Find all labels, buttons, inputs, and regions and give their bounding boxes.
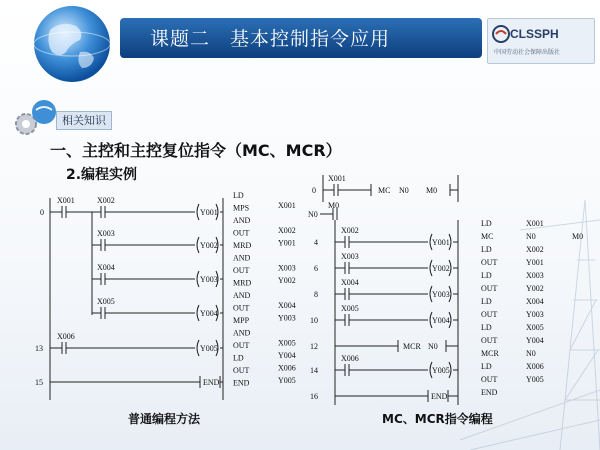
- instruction-operand: X004: [278, 301, 296, 310]
- step-number: 6: [314, 264, 318, 273]
- instruction-opcode: MPS: [233, 203, 250, 213]
- instruction-operand: X006: [278, 363, 296, 373]
- instruction-opcode: LD: [481, 245, 492, 254]
- publisher-logo-icon: [491, 24, 511, 44]
- instruction-operand: Y003: [278, 313, 296, 323]
- instruction-operand: X003: [278, 263, 296, 273]
- globe-icon: [0, 0, 110, 95]
- coil-label: Y002: [200, 241, 218, 250]
- coil-label: Y001: [432, 238, 450, 247]
- instruction-operand: M0: [572, 232, 584, 241]
- section-subheading: 2.编程实例: [66, 167, 138, 183]
- coil-label: Y005: [200, 344, 218, 353]
- instruction-opcode: AND: [233, 253, 251, 263]
- instruction-operand: Y005: [526, 375, 544, 384]
- instruction-opcode: OUT: [233, 366, 250, 375]
- publisher-logo-subtext: 中国劳动社会保障出版社: [494, 49, 561, 56]
- coil-label: Y005: [432, 366, 450, 375]
- contact-label: X006: [57, 332, 75, 341]
- instruction-opcode: LD: [233, 191, 244, 200]
- coil-label: Y003: [432, 290, 450, 299]
- step-number: 14: [310, 366, 318, 375]
- contact-label: X004: [341, 278, 359, 287]
- left-instruction-list: [233, 191, 296, 388]
- right-ladder-diagram: [298, 170, 598, 410]
- instruction-opcode: MRD: [233, 278, 252, 288]
- left-ladder-diagram: [30, 190, 320, 420]
- contact-label: X003: [97, 229, 115, 238]
- instruction-opcode: OUT: [233, 266, 250, 275]
- instruction-opcode: AND: [233, 291, 251, 300]
- instruction-operand: Y002: [278, 276, 296, 285]
- instruction-opcode: MRD: [233, 241, 252, 250]
- step-number: 15: [35, 378, 43, 387]
- instruction-operand: X004: [526, 297, 544, 306]
- instruction-opcode: OUT: [481, 284, 498, 293]
- instruction-operand: X001: [526, 219, 544, 228]
- instruction-operand: X005: [526, 323, 544, 332]
- contact-label: X002: [341, 226, 359, 235]
- section-tag: 相关知识: [56, 111, 112, 130]
- end-label: END: [203, 378, 220, 387]
- mc-instruction: MC: [378, 186, 391, 195]
- step-number: 8: [314, 290, 318, 299]
- instruction-operand: N0: [526, 232, 536, 241]
- gear-icon: [10, 98, 62, 138]
- contact-label: X001: [57, 196, 75, 205]
- instruction-opcode: OUT: [481, 375, 498, 384]
- instruction-opcode: AND: [233, 216, 251, 225]
- step-number: 13: [35, 344, 43, 353]
- coil-label: Y004: [200, 309, 218, 318]
- coil-label: Y001: [200, 208, 218, 217]
- mc-nesting: N0: [399, 186, 409, 195]
- step-number: 0: [40, 208, 44, 217]
- step-number: 12: [310, 342, 318, 351]
- mcr-instruction: MCR: [403, 342, 421, 351]
- contact-label: X003: [341, 252, 359, 261]
- right-instruction-list: [481, 219, 583, 397]
- instruction-operand: X002: [278, 226, 296, 235]
- contact-label: X005: [97, 297, 115, 306]
- instruction-opcode: OUT: [233, 341, 250, 350]
- left-diagram-caption: 普通编程方法: [128, 412, 201, 426]
- n0-label: N0: [308, 210, 318, 219]
- instruction-operand: N0: [526, 349, 536, 358]
- instruction-opcode: OUT: [481, 310, 498, 319]
- instruction-operand: Y004: [526, 336, 544, 345]
- instruction-opcode: AND: [233, 328, 251, 338]
- instruction-operand: X001: [278, 201, 296, 210]
- instruction-operand: Y001: [278, 238, 296, 248]
- contact-label: X001: [328, 174, 346, 183]
- instruction-operand: Y005: [278, 376, 296, 385]
- instruction-opcode: LD: [481, 271, 492, 280]
- instruction-operand: X002: [526, 245, 544, 254]
- contact-label: X006: [341, 354, 359, 363]
- instruction-operand: Y004: [278, 351, 296, 360]
- n0-relay: M0: [328, 201, 340, 210]
- instruction-operand: X006: [526, 362, 544, 371]
- step-number: 16: [310, 392, 318, 401]
- instruction-opcode: END: [233, 378, 250, 388]
- section-heading: 一、主控和主控复位指令（MC、MCR）: [50, 141, 342, 160]
- page-title: 课题二 基本控制指令应用: [150, 28, 391, 50]
- step-number: 4: [314, 238, 318, 247]
- coil-label: Y002: [432, 264, 450, 273]
- contact-label: X005: [341, 304, 359, 313]
- mcr-nesting: N0: [428, 342, 438, 351]
- publisher-logo-text: CLSSPH: [510, 27, 559, 41]
- contact-label: X002: [97, 196, 115, 205]
- instruction-opcode: LD: [233, 353, 244, 363]
- instruction-opcode: MPP: [233, 316, 250, 325]
- instruction-opcode: LD: [481, 297, 492, 306]
- step-number: 10: [310, 316, 318, 325]
- instruction-operand: X003: [526, 271, 544, 280]
- coil-label: Y003: [200, 275, 218, 284]
- mc-relay: M0: [426, 186, 438, 195]
- instruction-opcode: OUT: [481, 258, 498, 267]
- instruction-opcode: END: [481, 388, 498, 397]
- instruction-operand: Y003: [526, 310, 544, 319]
- contact-label: X004: [97, 263, 115, 272]
- instruction-opcode: MCR: [481, 349, 499, 358]
- end-label: END: [431, 392, 448, 401]
- coil-label: Y004: [432, 316, 450, 325]
- instruction-opcode: OUT: [233, 228, 250, 238]
- instruction-opcode: OUT: [481, 336, 498, 345]
- instruction-opcode: MC: [481, 232, 494, 241]
- instruction-operand: X005: [278, 338, 296, 348]
- right-diagram-caption: MC、MCR指令编程: [382, 412, 493, 426]
- instruction-opcode: LD: [481, 219, 492, 228]
- instruction-operand: Y001: [526, 258, 544, 267]
- instruction-opcode: OUT: [233, 303, 250, 313]
- instruction-opcode: LD: [481, 323, 492, 332]
- step-number: 0: [312, 186, 316, 195]
- instruction-opcode: LD: [481, 362, 492, 371]
- instruction-operand: Y002: [526, 284, 544, 293]
